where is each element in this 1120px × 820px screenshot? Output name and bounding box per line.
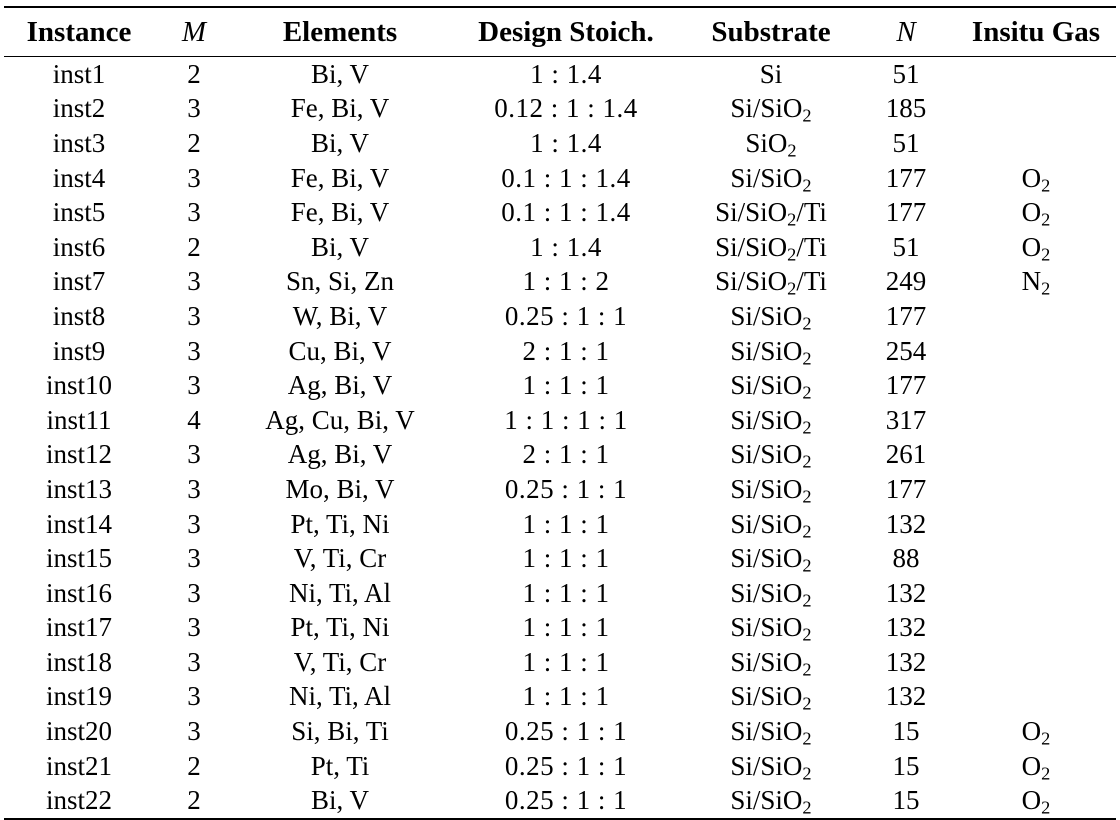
cell-insitu-gas [956,576,1116,611]
cell-substrate: Si/SiO$_2$ [730,370,812,403]
table-row [4,334,1116,369]
cell-elements: Pt, Ti, Ni [290,612,390,643]
cell-elements: Fe, Bi, V [290,197,390,228]
cell-substrate: Si/SiO$_2$ [730,612,812,645]
cell-insitu-gas: $O_2$ [1021,785,1051,818]
cell-design-stoich: 0.25 : 1 : 1 [504,750,628,781]
cell-insitu-gas [956,57,1116,92]
cell-elements: Fe, Bi, V [290,162,390,193]
header-elements: Elements [282,15,398,48]
cell-instance: inst17 [45,612,112,643]
cell-instance: inst2 [52,93,106,124]
cell-design-stoich: 0.25 : 1 : 1 [504,300,628,331]
cell-instance: inst6 [52,231,106,262]
cell-n: 132 [885,508,927,539]
cell-n: 51 [892,58,920,89]
table-row [4,749,1116,784]
table-row [4,92,1116,127]
table-body [4,57,1116,820]
cell-design-stoich: 1 : 1 : 1 : 1 [504,404,628,435]
cell-insitu-gas [956,299,1116,334]
cell-instance: inst22 [45,785,112,816]
header-substrate: Substrate [711,15,831,48]
cell-n: 132 [885,577,927,608]
cell-m: 3 [187,266,201,297]
cell-n: 51 [892,127,920,158]
cell-instance: inst19 [45,681,112,712]
cell-elements: Bi, V [310,785,370,816]
cell-instance: inst7 [52,266,106,297]
cell-insitu-gas [956,403,1116,438]
cell-n: 177 [885,300,927,331]
cell-n: 177 [885,473,927,504]
cell-substrate: Si/SiO$_2$ [730,716,812,749]
cell-substrate: Si/SiO$_2$ [730,300,812,334]
cell-insitu-gas [956,541,1116,576]
cell-substrate: Si/SiO$_2$ [730,577,812,611]
cell-design-stoich: 2 : 1 : 1 [522,335,610,366]
cell-m: 2 [187,231,201,262]
cell-design-stoich: 1 : 1 : 1 [522,370,610,401]
cell-n: 185 [885,93,927,124]
cell-insitu-gas [956,368,1116,403]
header-n: N [896,15,916,48]
cell-n: 15 [892,785,920,816]
cell-m: 2 [187,127,201,158]
cell-m: 3 [187,543,201,574]
cell-design-stoich: 1 : 1.4 [530,127,602,158]
cell-n: 177 [885,197,927,228]
cell-design-stoich: 1 : 1.4 [530,231,602,262]
table-row [4,265,1116,300]
table-row [4,126,1116,161]
cell-insitu-gas [956,334,1116,369]
table-row [4,611,1116,646]
cell-substrate: Si/SiO$_2$/Ti [715,266,827,299]
cell-substrate: Si/SiO$_2$ [730,404,812,438]
cell-elements: Mo, Bi, V [285,473,395,504]
cell-n: 15 [892,750,920,781]
cell-m: 3 [187,646,201,677]
cell-n: 249 [885,266,927,297]
cell-instance: inst14 [45,508,112,539]
cell-insitu-gas [956,645,1116,680]
table-row [4,541,1116,576]
cell-instance: inst21 [45,750,112,781]
cell-instance: inst15 [45,543,112,574]
cell-substrate: Si [759,58,783,89]
table-row [4,783,1116,819]
header-design-stoich: Design Stoich. [478,15,654,48]
cell-m: 3 [187,162,201,193]
cell-design-stoich: 1 : 1 : 1 [522,577,610,608]
cell-instance: inst13 [45,473,112,504]
cell-design-stoich: 0.1 : 1 : 1.4 [501,162,631,193]
cell-m: 2 [187,750,201,781]
cell-m: 3 [187,370,201,401]
cell-substrate: Si/SiO$_2$ [730,543,812,576]
cell-instance: inst20 [45,716,112,747]
header-insitu-gas: Insitu Gas [971,15,1101,48]
cell-n: 317 [885,404,927,435]
cell-m: 3 [187,716,201,747]
cell-design-stoich: 1 : 1 : 1 [522,646,610,677]
table-row [4,161,1116,196]
cell-elements: Pt, Ti [310,750,370,781]
instances-table [4,6,1116,820]
table-row [4,299,1116,334]
cell-elements: Cu, Bi, V [288,335,392,366]
cell-substrate: Si/SiO$_2$/Ti [715,231,827,265]
cell-substrate: Si/SiO$_2$ [730,93,812,126]
cell-substrate: Si/SiO$_2$ [730,681,812,715]
cell-insitu-gas [956,126,1116,161]
cell-m: 3 [187,93,201,124]
cell-substrate: Si/SiO$_2$ [730,162,812,196]
cell-insitu-gas: $O_2$ [1021,750,1051,784]
cell-m: 3 [187,681,201,712]
cell-insitu-gas [956,472,1116,507]
cell-elements: Ag, Cu, Bi, V [265,404,415,435]
cell-n: 177 [885,162,927,193]
cell-elements: V, Ti, Cr [293,646,387,677]
cell-elements: W, Bi, V [292,300,388,331]
cell-instance: inst10 [45,370,112,401]
cell-design-stoich: 0.25 : 1 : 1 [504,785,628,816]
cell-design-stoich: 1 : 1 : 1 [522,612,610,643]
cell-n: 254 [885,335,927,366]
cell-design-stoich: 1 : 1 : 1 [522,543,610,574]
table-row [4,680,1116,715]
cell-m: 3 [187,300,201,331]
cell-m: 2 [187,58,201,89]
cell-instance: inst11 [46,404,112,435]
table-row [4,403,1116,438]
cell-substrate: SiO$_2$ [745,127,797,161]
cell-instance: inst5 [52,197,106,228]
cell-elements: Ag, Bi, V [287,439,393,470]
cell-insitu-gas [956,92,1116,127]
cell-design-stoich: 2 : 1 : 1 [522,439,610,470]
cell-insitu-gas [956,438,1116,473]
table-row [4,438,1116,473]
cell-elements: Bi, V [310,58,370,89]
cell-instance: inst1 [52,58,106,89]
cell-instance: inst4 [52,162,106,193]
table-row [4,472,1116,507]
cell-substrate: Si/SiO$_2$ [730,646,812,680]
cell-instance: inst16 [45,577,112,608]
table-row [4,507,1116,542]
cell-m: 3 [187,473,201,504]
cell-insitu-gas: $O_2$ [1021,162,1051,196]
cell-elements: Pt, Ti, Ni [290,508,390,539]
table-row [4,576,1116,611]
cell-instance: inst8 [52,300,106,331]
cell-substrate: Si/SiO$_2$ [730,750,812,784]
cell-insitu-gas [956,680,1116,715]
cell-substrate: Si/SiO$_2$ [730,785,812,818]
cell-m: 3 [187,508,201,539]
cell-n: 88 [892,543,920,574]
cell-insitu-gas [956,611,1116,646]
cell-design-stoich: 0.25 : 1 : 1 [504,473,628,504]
cell-design-stoich: 0.12 : 1 : 1.4 [494,93,638,124]
cell-design-stoich: 0.1 : 1 : 1.4 [501,197,631,228]
cell-elements: Sn, Si, Zn [285,266,395,297]
cell-elements: Si, Bi, Ti [291,716,389,747]
cell-instance: inst18 [45,646,112,677]
cell-substrate: Si/SiO$_2$ [730,508,812,542]
cell-n: 132 [885,646,927,677]
cell-n: 261 [885,439,927,470]
table-row [4,230,1116,265]
cell-design-stoich: 1 : 1 : 1 [522,508,610,539]
table-row [4,645,1116,680]
cell-substrate: Si/SiO$_2$/Ti [715,197,827,230]
header-m: M [181,15,207,48]
cell-n: 132 [885,681,927,712]
cell-n: 51 [892,231,920,262]
cell-design-stoich: 1 : 1.4 [530,58,602,89]
cell-design-stoich: 1 : 1 : 1 [522,681,610,712]
cell-m: 3 [187,577,201,608]
cell-substrate: Si/SiO$_2$ [730,439,812,472]
cell-design-stoich: 1 : 1 : 2 [522,266,610,297]
cell-insitu-gas [956,507,1116,542]
cell-insitu-gas: $O_2$ [1021,716,1051,749]
cell-substrate: Si/SiO$_2$ [730,473,812,507]
table-row [4,368,1116,403]
cell-m: 3 [187,197,201,228]
cell-elements: Bi, V [310,127,370,158]
header-instance: Instance [26,15,132,48]
cell-elements: Ni, Ti, Al [288,577,392,608]
cell-n: 132 [885,612,927,643]
table-row [4,714,1116,749]
cell-m: 2 [187,785,201,816]
cell-elements: Ag, Bi, V [287,370,393,401]
cell-m: 4 [187,404,201,435]
cell-n: 177 [885,370,927,401]
cell-elements: Bi, V [310,231,370,262]
table-header [4,7,1116,57]
cell-instance: inst9 [52,335,106,366]
cell-m: 3 [187,612,201,643]
table-row [4,195,1116,230]
cell-insitu-gas: $O_2$ [1021,231,1051,265]
cell-elements: Fe, Bi, V [290,93,390,124]
cell-substrate: Si/SiO$_2$ [730,335,812,369]
table-row [4,57,1116,92]
cell-insitu-gas: $N_2$ [1021,266,1051,299]
header-row [4,7,1116,57]
cell-design-stoich: 0.25 : 1 : 1 [504,716,628,747]
cell-insitu-gas: $O_2$ [1021,197,1051,230]
cell-m: 3 [187,439,201,470]
cell-instance: inst12 [45,439,112,470]
cell-n: 15 [892,716,920,747]
cell-m: 3 [187,335,201,366]
cell-instance: inst3 [52,127,106,158]
instances-table-container [4,6,1116,820]
cell-elements: Ni, Ti, Al [288,681,392,712]
cell-elements: V, Ti, Cr [293,543,387,574]
